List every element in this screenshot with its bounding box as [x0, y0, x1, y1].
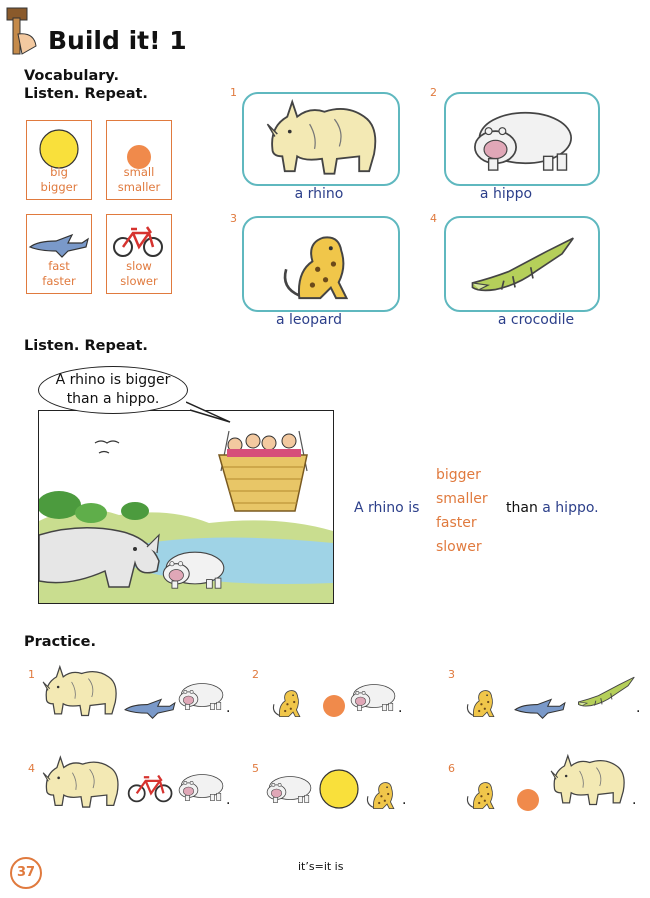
word-slower: slower: [120, 274, 158, 288]
practice-heading: Practice.: [24, 634, 96, 650]
vocab-subheading: Listen. Repeat.: [24, 86, 148, 102]
crocodile-icon: [576, 666, 641, 718]
hippo-icon: [468, 98, 578, 178]
bubble-line-2: than a hippo.: [66, 391, 160, 407]
hammer-icon: [4, 2, 44, 58]
animal-frame-rhino: [242, 92, 400, 186]
comparative-options: [436, 463, 488, 559]
option-bigger: bigger: [436, 467, 481, 483]
animal-frame-leopard: [242, 216, 400, 312]
practice-number-5: 5: [252, 762, 259, 775]
animal-number-2: 2: [430, 86, 437, 99]
hippo-icon: [176, 674, 226, 716]
speech-bubble: [38, 366, 188, 414]
speech-tail: [186, 400, 232, 424]
vocab-heading: Vocabulary.: [24, 68, 120, 84]
option-smaller: smaller: [436, 491, 488, 507]
rhino-icon: [260, 98, 384, 180]
practice-period-5: .: [402, 792, 407, 808]
word-slow: slow: [126, 259, 152, 273]
sentence-start: A rhino is: [354, 500, 420, 516]
page-number: 37: [10, 857, 42, 889]
bubble-line-1: A rhino is bigger: [55, 372, 171, 388]
option-slower: slower: [436, 539, 482, 555]
animal-name-crocodile: a crocodile: [497, 312, 575, 328]
leopard-icon: [268, 684, 308, 720]
vocab-card-slow: [106, 214, 172, 294]
animal-number-4: 4: [430, 212, 437, 225]
rhino-icon: [38, 754, 124, 812]
animal-name-rhino: a rhino: [294, 186, 344, 202]
hippo-icon: [264, 766, 314, 810]
vocab-card-small: [106, 120, 172, 200]
bicycle-icon: [126, 770, 176, 806]
practice-number-6: 6: [448, 762, 455, 775]
practice-number-2: 2: [252, 668, 259, 681]
practice-period-2: .: [398, 700, 403, 716]
rhino-hippo-scene: [38, 410, 334, 604]
animal-number-3: 3: [230, 212, 237, 225]
practice-period-1: .: [226, 700, 231, 716]
orange-dot-icon: [516, 788, 540, 812]
leopard-icon: [362, 776, 402, 812]
vocab-card-fast: [26, 214, 92, 294]
rhino-icon: [38, 664, 122, 720]
word-small: small: [123, 165, 155, 179]
crocodile-icon: [468, 226, 580, 304]
practice-number-1: 1: [28, 668, 35, 681]
rhino-icon: [546, 752, 630, 810]
leopard-icon: [264, 222, 374, 306]
jet-plane-icon: [512, 696, 568, 720]
animal-number-1: 1: [230, 86, 237, 99]
sentence-noun: a hippo.: [542, 500, 599, 516]
footer-note: it’s=it is: [298, 860, 344, 873]
animal-frame-hippo: [444, 92, 600, 186]
word-fast: fast: [48, 259, 70, 273]
option-faster: faster: [436, 515, 477, 531]
animal-frame-crocodile: [444, 216, 600, 312]
listen-heading: Listen. Repeat.: [24, 338, 148, 354]
hot-air-balloon: [219, 431, 307, 511]
hippo-icon: [176, 764, 226, 808]
practice-period-3: .: [636, 700, 641, 716]
practice-period-6: .: [632, 792, 637, 808]
vocab-card-big: [26, 120, 92, 200]
word-big: big: [50, 165, 68, 179]
bicycle-icon: [111, 223, 167, 259]
page-title: Build it! 1: [48, 26, 187, 55]
animal-name-hippo: a hippo: [479, 186, 533, 202]
sentence-end: [506, 500, 599, 516]
orange-dot-icon: [322, 694, 346, 718]
yellow-circle-icon: [318, 768, 360, 810]
leopard-icon: [462, 776, 502, 812]
hippo-icon: [348, 674, 398, 718]
word-smaller: smaller: [117, 180, 161, 194]
jet-plane-icon: [122, 696, 178, 720]
jet-plane-icon: [28, 231, 90, 259]
leopard-icon: [462, 684, 502, 720]
animal-name-leopard: a leopard: [276, 312, 342, 328]
sentence-than: than: [506, 500, 538, 516]
word-faster: faster: [42, 274, 76, 288]
practice-number-4: 4: [28, 762, 35, 775]
word-bigger: bigger: [40, 180, 78, 194]
practice-period-4: .: [226, 792, 231, 808]
practice-number-3: 3: [448, 668, 455, 681]
